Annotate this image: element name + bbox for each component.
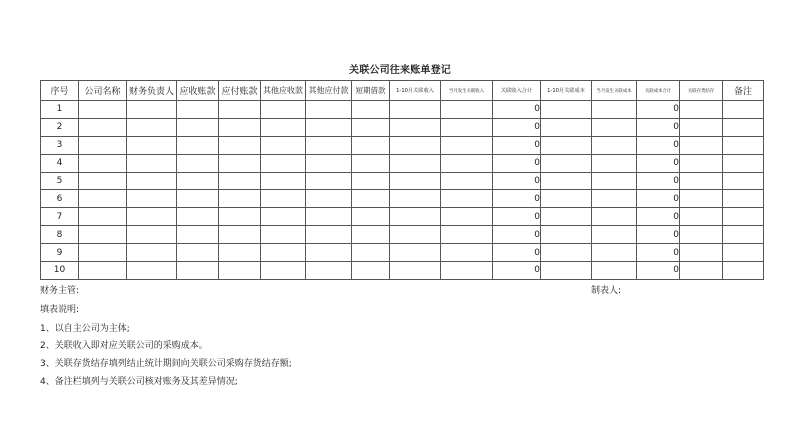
income-total-cell[interactable]: 0 [493,208,541,226]
table-cell[interactable] [390,262,441,280]
table-cell[interactable] [127,262,177,280]
header-row [41,81,764,101]
table-cell[interactable] [723,101,764,119]
table-cell[interactable] [127,226,177,244]
table-cell[interactable] [723,208,764,226]
col-header-ytd-income: 1-10月关联收入 [390,81,441,101]
table-cell[interactable] [352,154,390,172]
table-cell[interactable] [352,190,390,208]
table-cell[interactable] [219,154,261,172]
table-cell[interactable] [219,172,261,190]
table-cell[interactable] [261,226,306,244]
table-cell[interactable] [177,172,219,190]
cost-total-cell[interactable]: 0 [637,136,680,154]
row-index-cell[interactable]: 5 [41,172,79,190]
table-cell[interactable] [592,101,637,119]
table-cell[interactable] [541,190,592,208]
table-cell[interactable] [177,136,219,154]
cost-total-cell[interactable]: 0 [637,172,680,190]
table-cell[interactable] [592,226,637,244]
table-cell[interactable] [127,172,177,190]
table-row [41,118,764,136]
table-cell[interactable] [261,172,306,190]
table-cell[interactable] [541,262,592,280]
table-cell[interactable] [390,190,441,208]
row-index-cell[interactable]: 10 [41,262,79,280]
table-cell[interactable] [177,118,219,136]
table-cell[interactable] [127,101,177,119]
note-item: 4、备注栏填列与关联公司核对账务及其差异情况; [40,377,238,387]
table-cell[interactable] [261,136,306,154]
table-cell[interactable] [261,154,306,172]
col-header-short-loan: 短期借款 [352,81,390,101]
table-cell[interactable] [79,262,127,280]
cost-total-cell[interactable]: 0 [637,101,680,119]
cost-total-cell[interactable]: 0 [637,244,680,262]
table-cell[interactable] [390,172,441,190]
table-cell[interactable] [79,136,127,154]
col-header-receivable: 应收账款 [177,81,219,101]
income-total-cell[interactable]: 0 [493,172,541,190]
income-total-cell[interactable]: 0 [493,262,541,280]
cost-total-cell[interactable]: 0 [637,118,680,136]
preparer-label: 制表人: [591,286,622,296]
table-cell[interactable] [306,118,352,136]
table-cell[interactable] [680,244,723,262]
table-cell[interactable] [441,226,493,244]
col-header-other-payable: 其他应付款 [306,81,352,101]
table-cell[interactable] [79,190,127,208]
note-item: 1、以自主公司为主体; [40,324,130,334]
note-item: 2、关联收入即对应关联公司的采购成本。 [40,341,208,351]
table-cell[interactable] [177,154,219,172]
table-cell[interactable] [723,262,764,280]
table-cell[interactable] [219,208,261,226]
col-header-cost-total: 关联成本合计 [637,81,680,101]
table-cell[interactable] [79,208,127,226]
table-cell[interactable] [680,262,723,280]
table-cell[interactable] [680,101,723,119]
table-cell[interactable] [219,118,261,136]
table-cell[interactable] [541,136,592,154]
table-cell[interactable] [219,262,261,280]
table-cell[interactable] [306,101,352,119]
notes-heading: 填表说明: [40,305,80,315]
table-cell[interactable] [723,172,764,190]
row-index-cell[interactable]: 9 [41,244,79,262]
table-cell[interactable] [79,172,127,190]
table-cell[interactable] [390,101,441,119]
document-title: 关联公司往来账单登记 [349,65,451,76]
table-cell[interactable] [352,172,390,190]
table-cell[interactable] [261,208,306,226]
table-row [41,262,764,280]
table-row [41,136,764,154]
row-index-cell[interactable]: 6 [41,190,79,208]
table-cell[interactable] [352,136,390,154]
table-cell[interactable] [306,226,352,244]
finance-manager-label: 财务主管: [40,286,80,296]
col-header-finance-lead: 财务负责人 [127,81,177,101]
table-cell[interactable] [723,244,764,262]
income-total-cell[interactable]: 0 [493,154,541,172]
table-cell[interactable] [127,244,177,262]
income-total-cell[interactable]: 0 [493,190,541,208]
table-cell[interactable] [680,118,723,136]
table-cell[interactable] [390,244,441,262]
row-index-cell[interactable]: 1 [41,101,79,119]
table-cell[interactable] [441,172,493,190]
table-cell[interactable] [723,136,764,154]
table-cell[interactable] [219,101,261,119]
table-cell[interactable] [127,208,177,226]
table-row [41,208,764,226]
ledger-body [41,101,764,280]
income-total-cell[interactable]: 0 [493,244,541,262]
table-cell[interactable] [390,226,441,244]
table-cell[interactable] [177,208,219,226]
col-header-month-income: 当月发生关联收入 [441,81,493,101]
table-cell[interactable] [541,118,592,136]
table-cell[interactable] [352,101,390,119]
table-cell[interactable] [219,136,261,154]
table-cell[interactable] [306,190,352,208]
col-header-other-receivable: 其他应收款 [261,81,306,101]
table-cell[interactable] [441,208,493,226]
table-cell[interactable] [352,226,390,244]
table-cell[interactable] [79,226,127,244]
table-row [41,101,764,119]
table-cell[interactable] [79,244,127,262]
cost-total-cell[interactable]: 0 [637,154,680,172]
table-cell[interactable] [723,226,764,244]
col-header-company: 公司名称 [79,81,127,101]
table-cell[interactable] [441,190,493,208]
table-cell[interactable] [541,208,592,226]
table-cell[interactable] [177,226,219,244]
table-cell[interactable] [261,190,306,208]
table-cell[interactable] [441,262,493,280]
income-total-cell[interactable]: 0 [493,226,541,244]
table-cell[interactable] [723,154,764,172]
col-header-income-total: 关联收入合计 [493,81,541,101]
col-header-index: 序号 [41,81,79,101]
table-row [41,226,764,244]
income-total-cell[interactable]: 0 [493,101,541,119]
table-cell[interactable] [352,262,390,280]
income-total-cell[interactable]: 0 [493,136,541,154]
table-cell[interactable] [592,136,637,154]
table-cell[interactable] [680,172,723,190]
table-cell[interactable] [261,244,306,262]
table-cell[interactable] [723,190,764,208]
table-cell[interactable] [390,208,441,226]
table-row [41,190,764,208]
table-cell[interactable] [261,118,306,136]
row-index-cell[interactable]: 7 [41,208,79,226]
table-cell[interactable] [541,172,592,190]
table-cell[interactable] [219,190,261,208]
table-cell[interactable] [680,154,723,172]
ledger-table [40,80,764,280]
note-item: 3、关联存货结存填列结止统计期间向关联公司采购存货结存额; [40,359,292,369]
table-cell[interactable] [680,190,723,208]
table-row [41,244,764,262]
table-row [41,172,764,190]
table-cell[interactable] [592,208,637,226]
table-cell[interactable] [177,101,219,119]
table-cell[interactable] [306,136,352,154]
table-cell[interactable] [352,244,390,262]
row-index-cell[interactable]: 4 [41,154,79,172]
table-cell[interactable] [219,226,261,244]
table-cell[interactable] [127,154,177,172]
table-cell[interactable] [79,118,127,136]
table-cell[interactable] [592,190,637,208]
table-cell[interactable] [306,154,352,172]
table-cell[interactable] [127,136,177,154]
row-index-cell[interactable]: 3 [41,136,79,154]
table-cell[interactable] [541,154,592,172]
table-cell[interactable] [541,226,592,244]
table-cell[interactable] [541,244,592,262]
table-cell[interactable] [352,208,390,226]
table-cell[interactable] [127,190,177,208]
table-cell[interactable] [441,118,493,136]
table-cell[interactable] [127,118,177,136]
table-cell[interactable] [592,154,637,172]
table-cell[interactable] [592,262,637,280]
table-cell[interactable] [306,262,352,280]
table-cell[interactable] [390,136,441,154]
cost-total-cell[interactable]: 0 [637,262,680,280]
table-cell[interactable] [541,101,592,119]
table-cell[interactable] [219,244,261,262]
table-cell[interactable] [680,226,723,244]
table-cell[interactable] [352,118,390,136]
table-cell[interactable] [592,244,637,262]
table-cell[interactable] [261,101,306,119]
table-cell[interactable] [79,101,127,119]
table-cell[interactable] [390,118,441,136]
table-cell[interactable] [261,262,306,280]
table-cell[interactable] [177,190,219,208]
table-cell[interactable] [441,136,493,154]
cost-total-cell[interactable]: 0 [637,190,680,208]
table-cell[interactable] [723,118,764,136]
table-row [41,154,764,172]
table-cell[interactable] [680,208,723,226]
table-cell[interactable] [79,154,127,172]
row-index-cell[interactable]: 8 [41,226,79,244]
table-cell[interactable] [441,101,493,119]
table-cell[interactable] [441,154,493,172]
table-cell[interactable] [680,136,723,154]
cost-total-cell[interactable]: 0 [637,208,680,226]
row-index-cell[interactable]: 2 [41,118,79,136]
table-cell[interactable] [177,244,219,262]
income-total-cell[interactable]: 0 [493,118,541,136]
table-cell[interactable] [306,244,352,262]
col-header-ytd-cost: 1-10月关联成本 [541,81,592,101]
table-cell[interactable] [177,262,219,280]
cost-total-cell[interactable]: 0 [637,226,680,244]
table-cell[interactable] [592,172,637,190]
table-cell[interactable] [390,154,441,172]
col-header-payable: 应付账款 [219,81,261,101]
table-cell[interactable] [592,118,637,136]
table-cell[interactable] [306,172,352,190]
table-cell[interactable] [441,244,493,262]
col-header-month-cost: 当月发生关联成本 [592,81,637,101]
col-header-inventory: 关联存货结存 [680,81,723,101]
table-cell[interactable] [306,208,352,226]
col-header-remarks: 备注 [723,81,764,101]
